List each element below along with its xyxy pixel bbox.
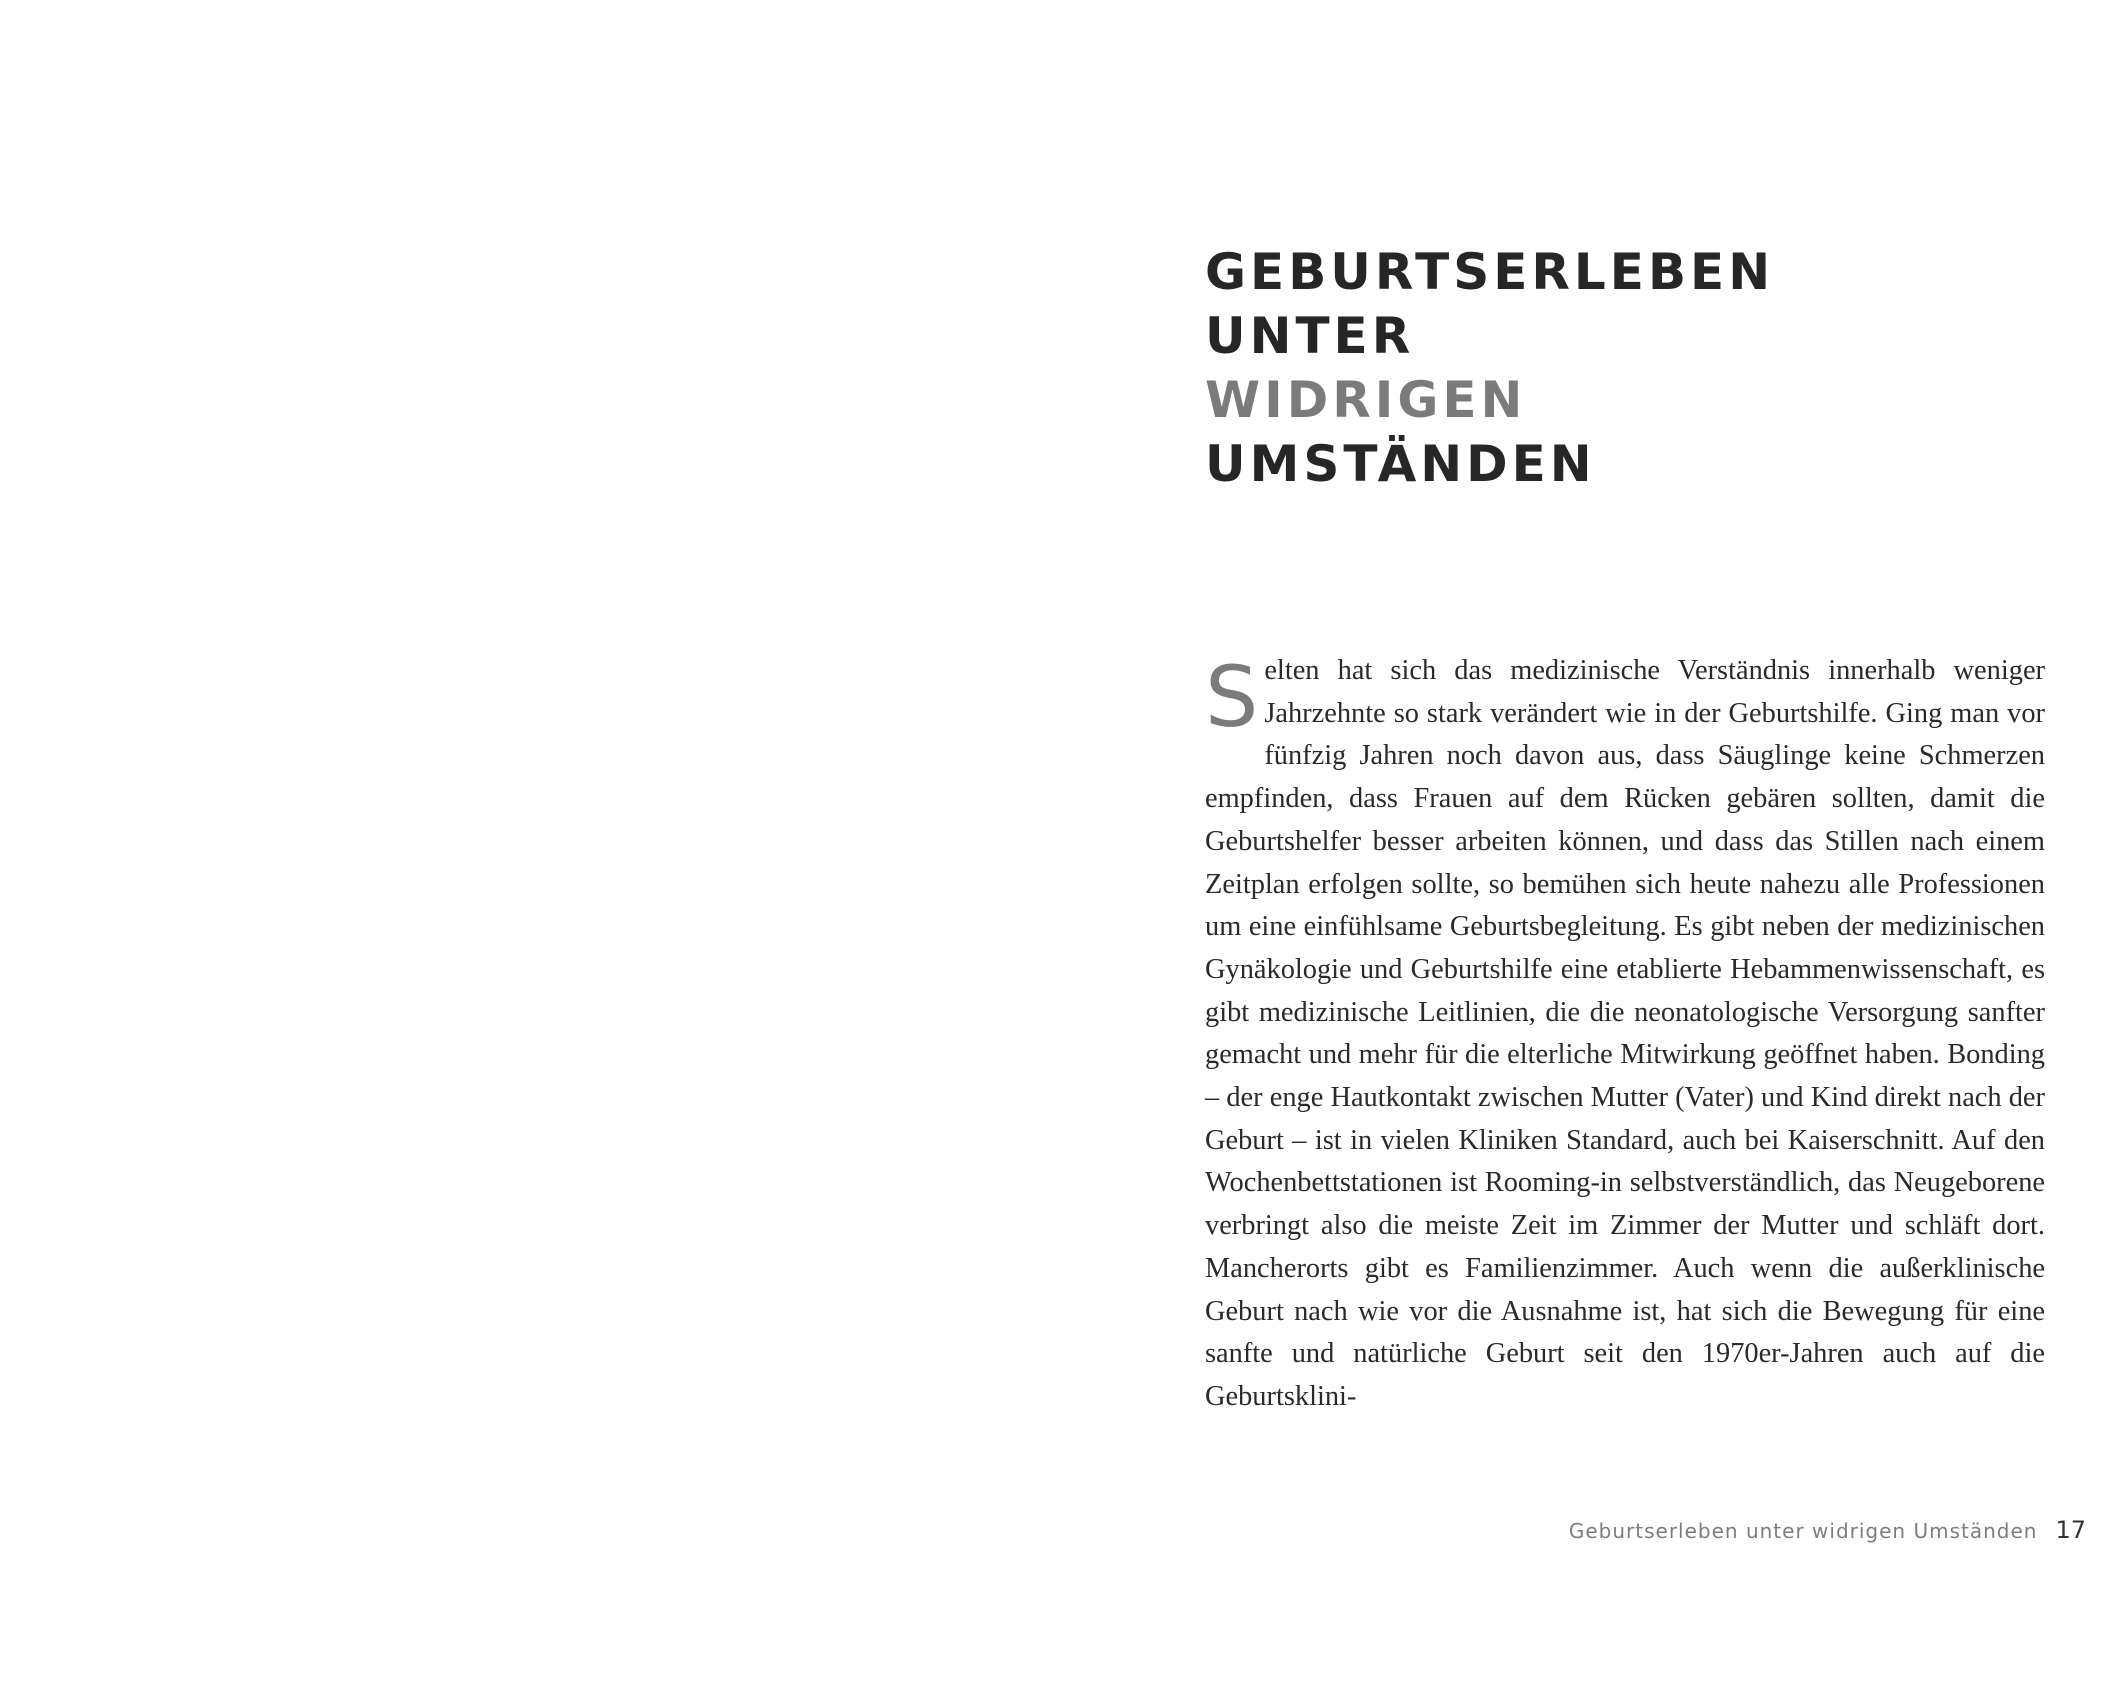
- chapter-title-line-1: GEBURTSERLEBEN: [1205, 243, 1775, 301]
- running-head: Geburtserleben unter widrigen Umständen: [1568, 1519, 2038, 1543]
- body-paragraph-text: elten hat sich das medizinische Verständnis innerhalb weniger Jahrzehnte so stark verändert wie in der Geburtshilfe. Ging man vor fünfzig Jahren noch davon aus, dass Säuglinge keine Schmerzen empfinden, dass Frauen auf dem Rücken gebären sollten, damit die Geburtshelfer besser arbeiten können, und dass das Stillen nach einem Zeitplan erfolgen sollte, so bemühen sich heute nahezu alle Professionen um eine einfühlsame Geburtsbegleitung. Es gibt neben der medizinischen Gynäkologie und Geburtshilfe eine etablierte Hebammenwissenschaft, es gibt medizinische Leitlinien, die die neonatologische Versorgung sanfter gemacht und mehr für die elterliche Mitwirkung geöffnet haben. Bonding – der enge Hautkontakt zwischen Mutter (Vater) und Kind direkt nach der Geburt – ist in vielen Kliniken Standard, auch bei Kaiserschnitt. Auf den Wochenbettstationen ist Rooming-in selbstverständlich, das Neugeborene verbringt also die meiste Zeit im Zimmer der Mutter und schläft dort. Mancherorts gibt es Familienzimmer. Auch wenn die außerklinische Geburt nach wie vor die Ausnahme ist, hat sich die Bewegung für eine sanfte und natürliche Geburt seit den 1970er-Jahren auch auf die Geburtsklini-: [1205, 655, 2045, 1412]
- chapter-title: [1205, 240, 1774, 496]
- chapter-title-line-4: UMSTÄNDEN: [1205, 435, 1596, 493]
- page-footer: [1205, 1516, 2086, 1544]
- chapter-title-line-3-accent: WIDRIGEN: [1205, 371, 1527, 429]
- drop-cap: S: [1205, 648, 1259, 746]
- right-page: [1063, 0, 2126, 1693]
- page-number: 17: [2055, 1516, 2086, 1544]
- body-paragraph: [1205, 650, 2045, 1419]
- chapter-title-line-2: UNTER: [1205, 307, 1415, 365]
